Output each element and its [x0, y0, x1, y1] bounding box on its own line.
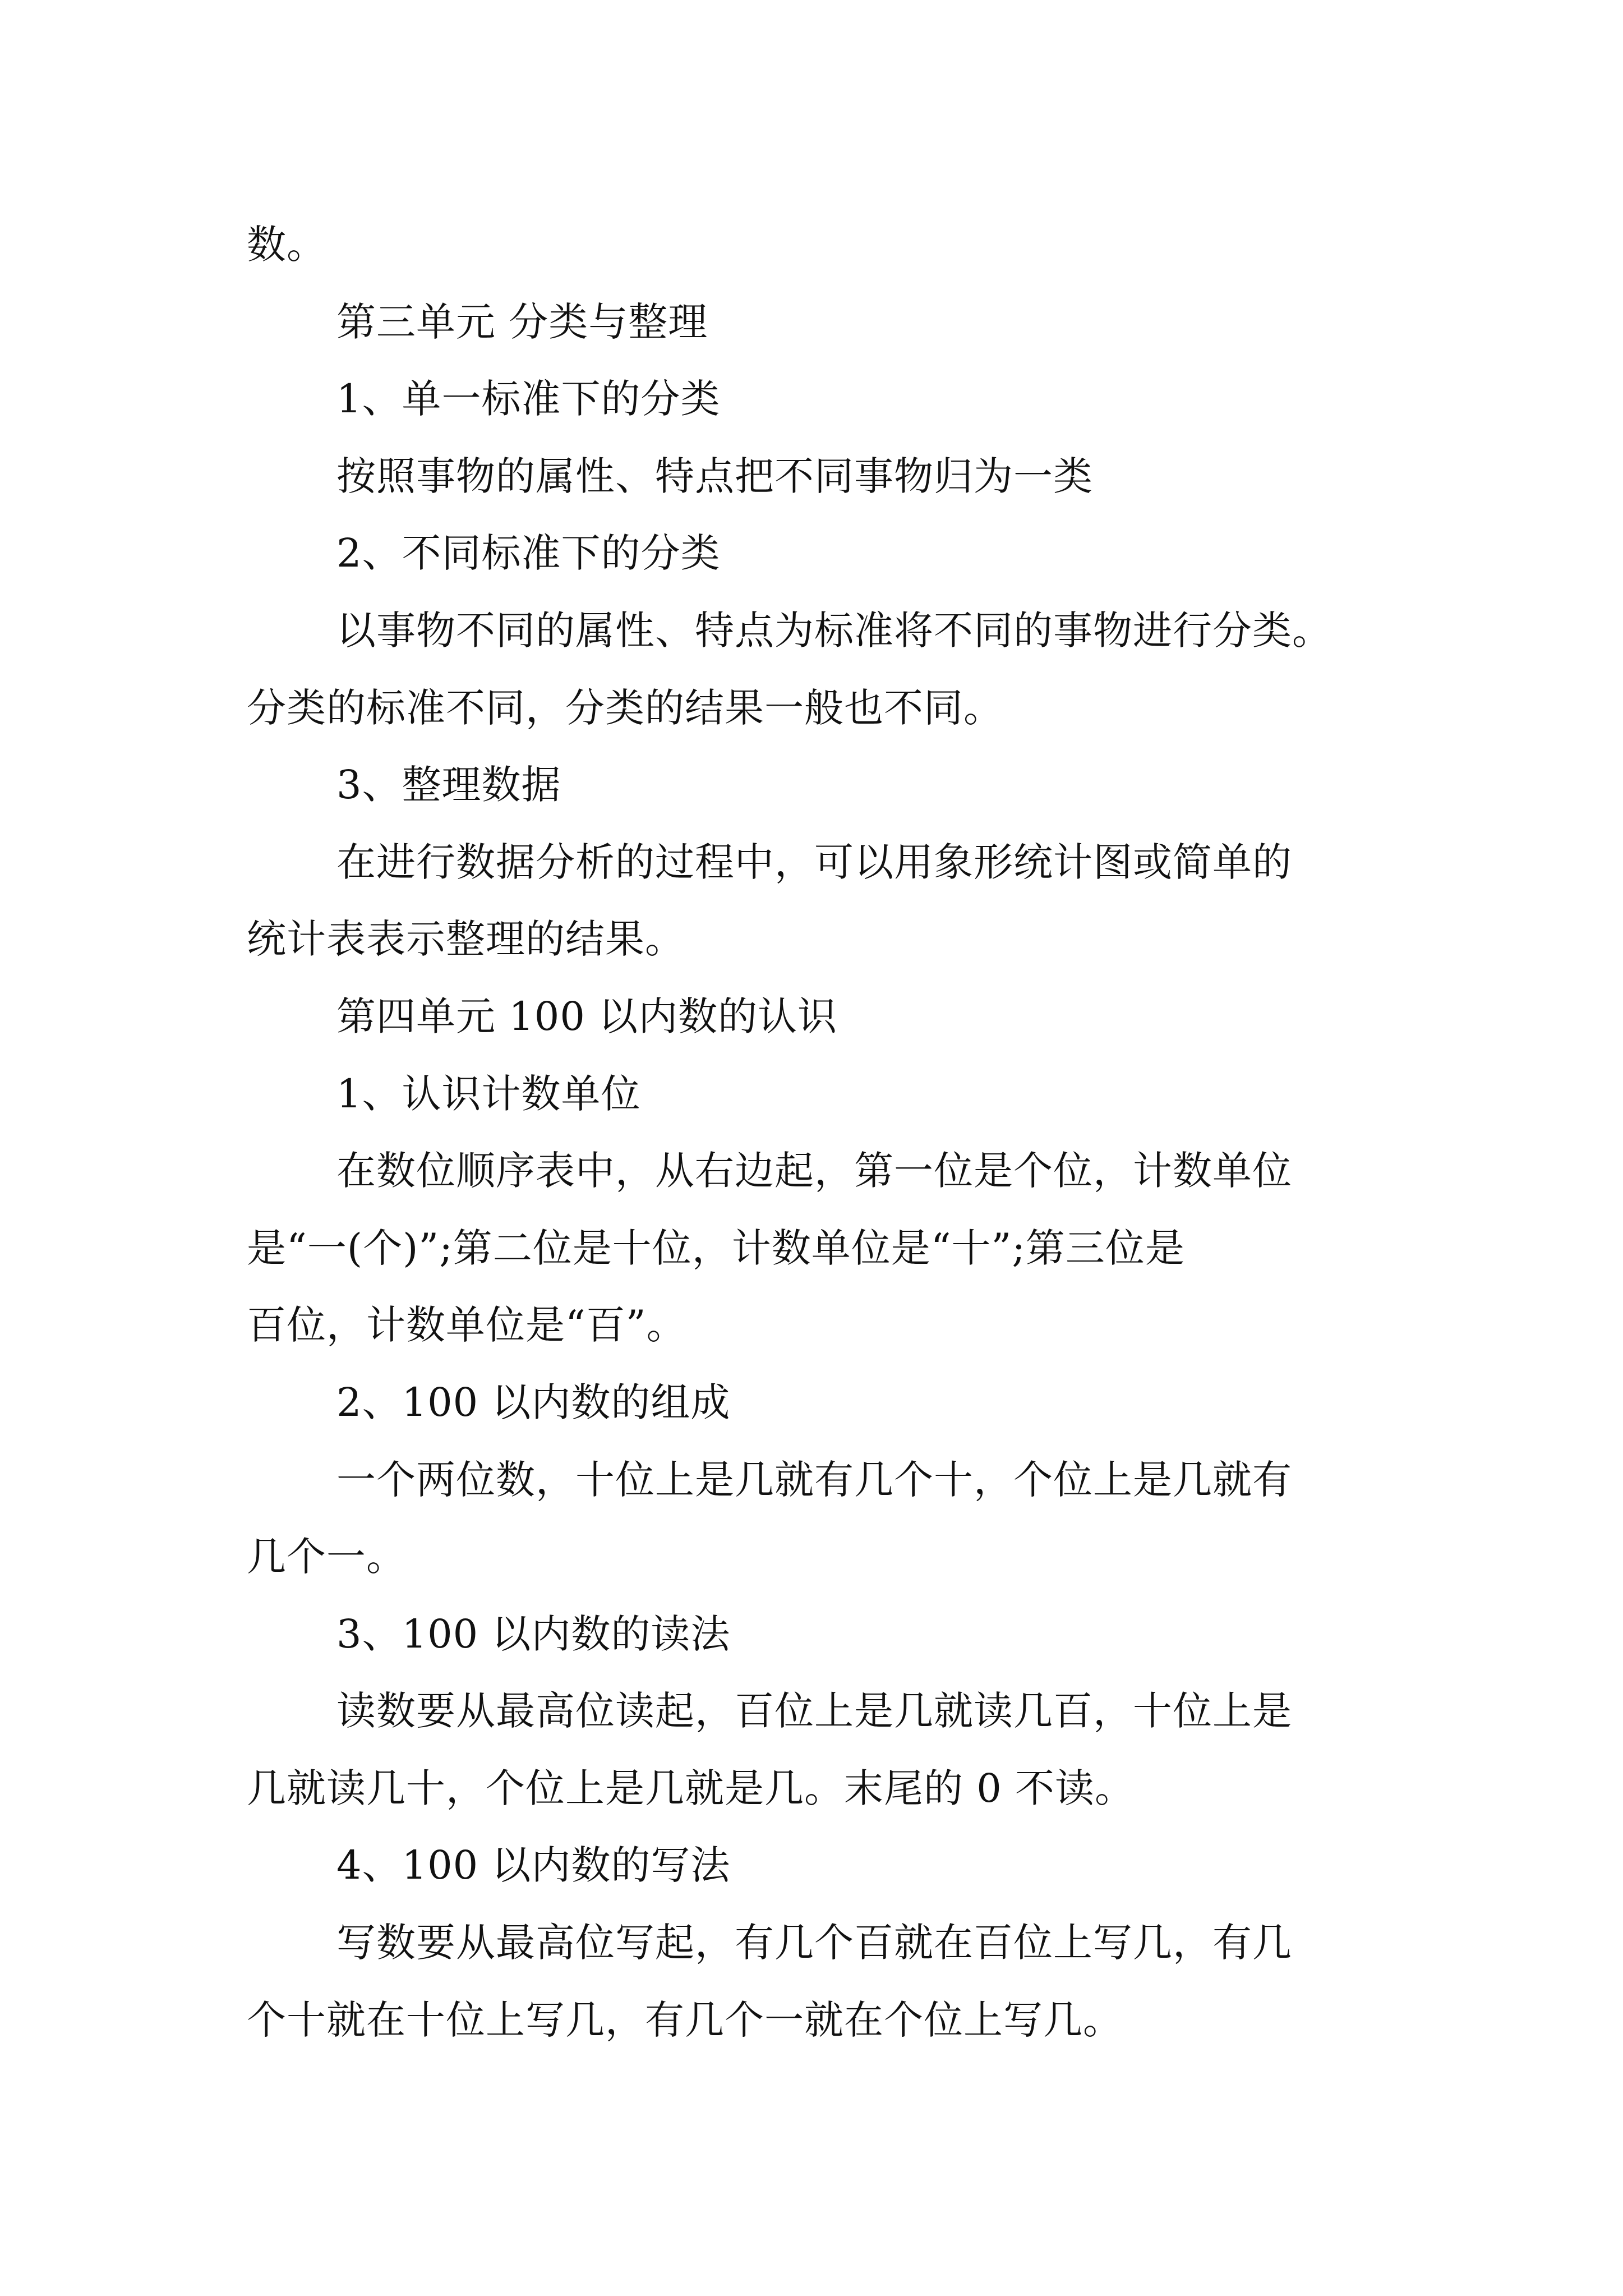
section-heading: 1、单一标准下的分类 [336, 376, 721, 422]
text-line: 按照事物的属性、特点把不同事物归为一类 [336, 453, 1093, 499]
text-line: 统计表表示整理的结果。 [247, 916, 685, 963]
section-heading: 1、认识计数单位 [336, 1070, 641, 1117]
document-body [247, 206, 1391, 2059]
section-heading: 3、整理数据 [336, 762, 561, 808]
text-line: 一个两位数，十位上是几就有几个十，个位上是几就有 [336, 1456, 1292, 1503]
text-line: 几就读几十，个位上是几就是几。末尾的 0 不读。 [247, 1765, 1135, 1811]
text-line: 数。 [247, 222, 326, 268]
unit-heading: 第三单元 分类与整理 [336, 298, 708, 345]
section-heading: 2、不同标准下的分类 [336, 530, 721, 577]
text-line: 分类的标准不同，分类的结果一般也不同。 [247, 684, 1003, 731]
section-heading: 4、100 以内数的写法 [336, 1842, 731, 1889]
unit-heading: 第四单元 100 以内数的认识 [336, 993, 838, 1039]
text-line: 个十就在十位上写几，有几个一就在个位上写几。 [247, 1996, 1123, 2043]
text-line: 百位，计数单位是“百”。 [247, 1302, 686, 1349]
section-heading: 3、100 以内数的读法 [336, 1611, 731, 1657]
text-line: 几个一。 [247, 1534, 406, 1580]
text-line: 以事物不同的属性、特点为标准将不同的事物进行分类。 [336, 607, 1332, 654]
text-line: 读数要从最高位读起，百位上是几就读几百，十位上是 [336, 1688, 1292, 1734]
text-line: 写数要从最高位写起，有几个百就在百位上写几，有几 [336, 1920, 1292, 1966]
text-line: 在进行数据分析的过程中，可以用象形统计图或简单的 [336, 839, 1292, 885]
section-heading: 2、100 以内数的组成 [336, 1379, 731, 1425]
text-line: 是“一(个)”;第二位是十位，计数单位是“十”;第三位是 [247, 1225, 1185, 1271]
text-line: 在数位顺序表中，从右边起，第一位是个位，计数单位 [336, 1148, 1292, 1194]
